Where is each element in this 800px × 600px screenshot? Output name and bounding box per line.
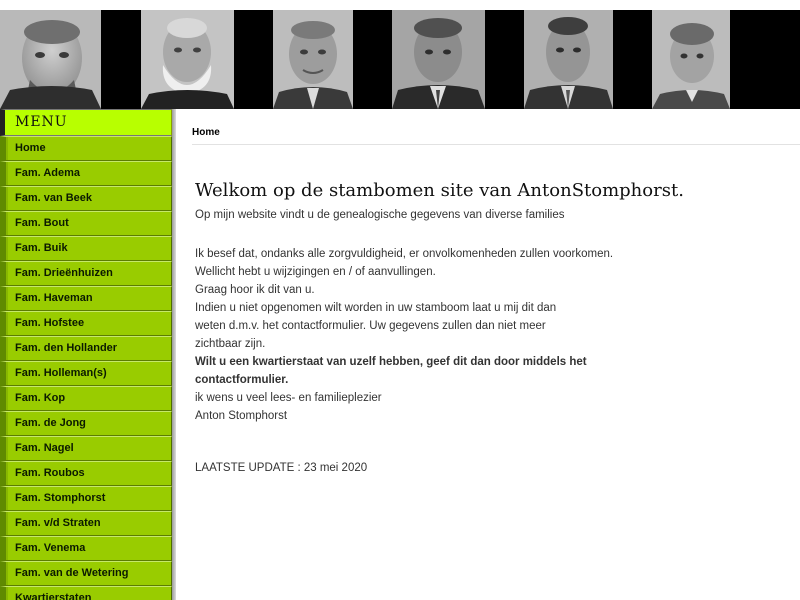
menu-list xyxy=(0,136,172,600)
menu-item-nagel[interactable] xyxy=(0,436,172,461)
menu-item-haveman[interactable] xyxy=(0,286,172,311)
portrait-man-suit xyxy=(273,10,353,109)
menu-item-vd-straten[interactable] xyxy=(0,511,172,536)
menu-item-drieenhuizen[interactable] xyxy=(0,261,172,286)
content-line: Indien u niet opgenomen wilt worden in uw stamboom laat u mij dit dan xyxy=(195,302,557,314)
breadcrumb[interactable]: Home xyxy=(192,127,220,138)
content-line: weten d.m.v. het contactformulier. Uw gegevens zullen dan niet meer xyxy=(195,320,546,332)
menu-item-buik[interactable] xyxy=(0,236,172,261)
menu-item-van-beek[interactable] xyxy=(0,186,172,211)
kwartierstaat-notice: contactformulier. xyxy=(195,374,289,386)
menu-item-label[interactable]: Fam. Holleman(s) xyxy=(15,367,107,379)
menu-item-adema[interactable] xyxy=(0,161,172,186)
menu-item-label[interactable]: Fam. v/d Straten xyxy=(15,517,101,529)
menu-title xyxy=(0,109,172,136)
signature: Anton Stomphorst xyxy=(195,410,288,422)
intro-text: Op mijn website vindt u de genealogische gegevens van diverse families xyxy=(195,209,565,221)
menu-item-bout[interactable] xyxy=(0,211,172,236)
content-line: Wellicht hebt u wijzigingen en / of aanvullingen. xyxy=(195,266,436,278)
page-title: Welkom op de stambomen site van AntonStomphorst. xyxy=(195,180,684,201)
menu-item-label[interactable]: Fam. Bout xyxy=(15,217,69,229)
header-portrait-strip xyxy=(0,0,800,109)
menu-item-label[interactable]: Fam. Roubos xyxy=(15,467,85,479)
menu-item-label[interactable]: Fam. Venema xyxy=(15,542,86,554)
closing-line: ik wens u veel lees- en familieplezier xyxy=(195,392,382,404)
content-line: Graag hoor ik dit van u. xyxy=(195,284,315,296)
content-line: Ik besef dat, ondanks alle zorgvuldigheid, er onvolkomenheden zullen voorkomen. xyxy=(195,248,614,260)
menu-item-label[interactable]: Fam. Adema xyxy=(15,167,81,179)
portrait-man-tie xyxy=(392,10,485,109)
menu-item-label[interactable]: Fam. Nagel xyxy=(15,442,74,454)
menu-item-label[interactable]: Fam. van de Wetering xyxy=(15,567,129,579)
menu-item-kop[interactable] xyxy=(0,386,172,411)
menu-item-label[interactable]: Fam. den Hollander xyxy=(15,342,118,354)
menu-item-label[interactable]: Fam. Haveman xyxy=(15,292,93,304)
breadcrumb-divider xyxy=(192,144,800,145)
sidebar-menu xyxy=(0,109,176,600)
menu-item-hofstee[interactable] xyxy=(0,311,172,336)
content-line: zichtbaar zijn. xyxy=(195,338,266,350)
menu-item-label[interactable]: Home xyxy=(15,142,46,154)
menu-item-home[interactable] xyxy=(0,136,172,161)
sidebar-divider xyxy=(172,109,176,600)
menu-item-label[interactable]: Fam. Kop xyxy=(15,392,66,404)
menu-item-hollemans[interactable] xyxy=(0,361,172,386)
portrait-elderly-man xyxy=(0,10,101,109)
menu-item-label[interactable]: Fam. van Beek xyxy=(15,192,93,204)
last-update: LAATSTE UPDATE : 23 mei 2020 xyxy=(195,462,368,474)
portrait-boy xyxy=(652,10,730,109)
menu-item-label[interactable]: Fam. de Jong xyxy=(15,417,86,429)
menu-item-stomphorst[interactable] xyxy=(0,486,172,511)
portrait-bearded-man xyxy=(141,10,234,109)
kwartierstaat-notice: Wilt u een kwartierstaat van uzelf hebben, geef dit dan door middels het xyxy=(195,356,587,368)
menu-item-label[interactable]: Fam. Hofstee xyxy=(15,317,85,329)
portrait-young-man xyxy=(524,10,613,109)
menu-item-label[interactable]: Kwartierstaten xyxy=(15,592,92,600)
menu-item-label[interactable]: Fam. Stomphorst xyxy=(15,492,106,504)
menu-item-kwartierstaten[interactable] xyxy=(0,586,172,600)
menu-item-de-jong[interactable] xyxy=(0,411,172,436)
menu-item-label[interactable]: Fam. Buik xyxy=(15,242,68,254)
menu-item-van-de-wetering[interactable] xyxy=(0,561,172,586)
main-content xyxy=(195,180,755,477)
menu-item-venema[interactable] xyxy=(0,536,172,561)
menu-item-roubos[interactable] xyxy=(0,461,172,486)
menu-title-label: MENU xyxy=(15,114,68,130)
menu-item-label[interactable]: Fam. Drieënhuizen xyxy=(15,267,113,279)
menu-item-den-hollander[interactable] xyxy=(0,336,172,361)
